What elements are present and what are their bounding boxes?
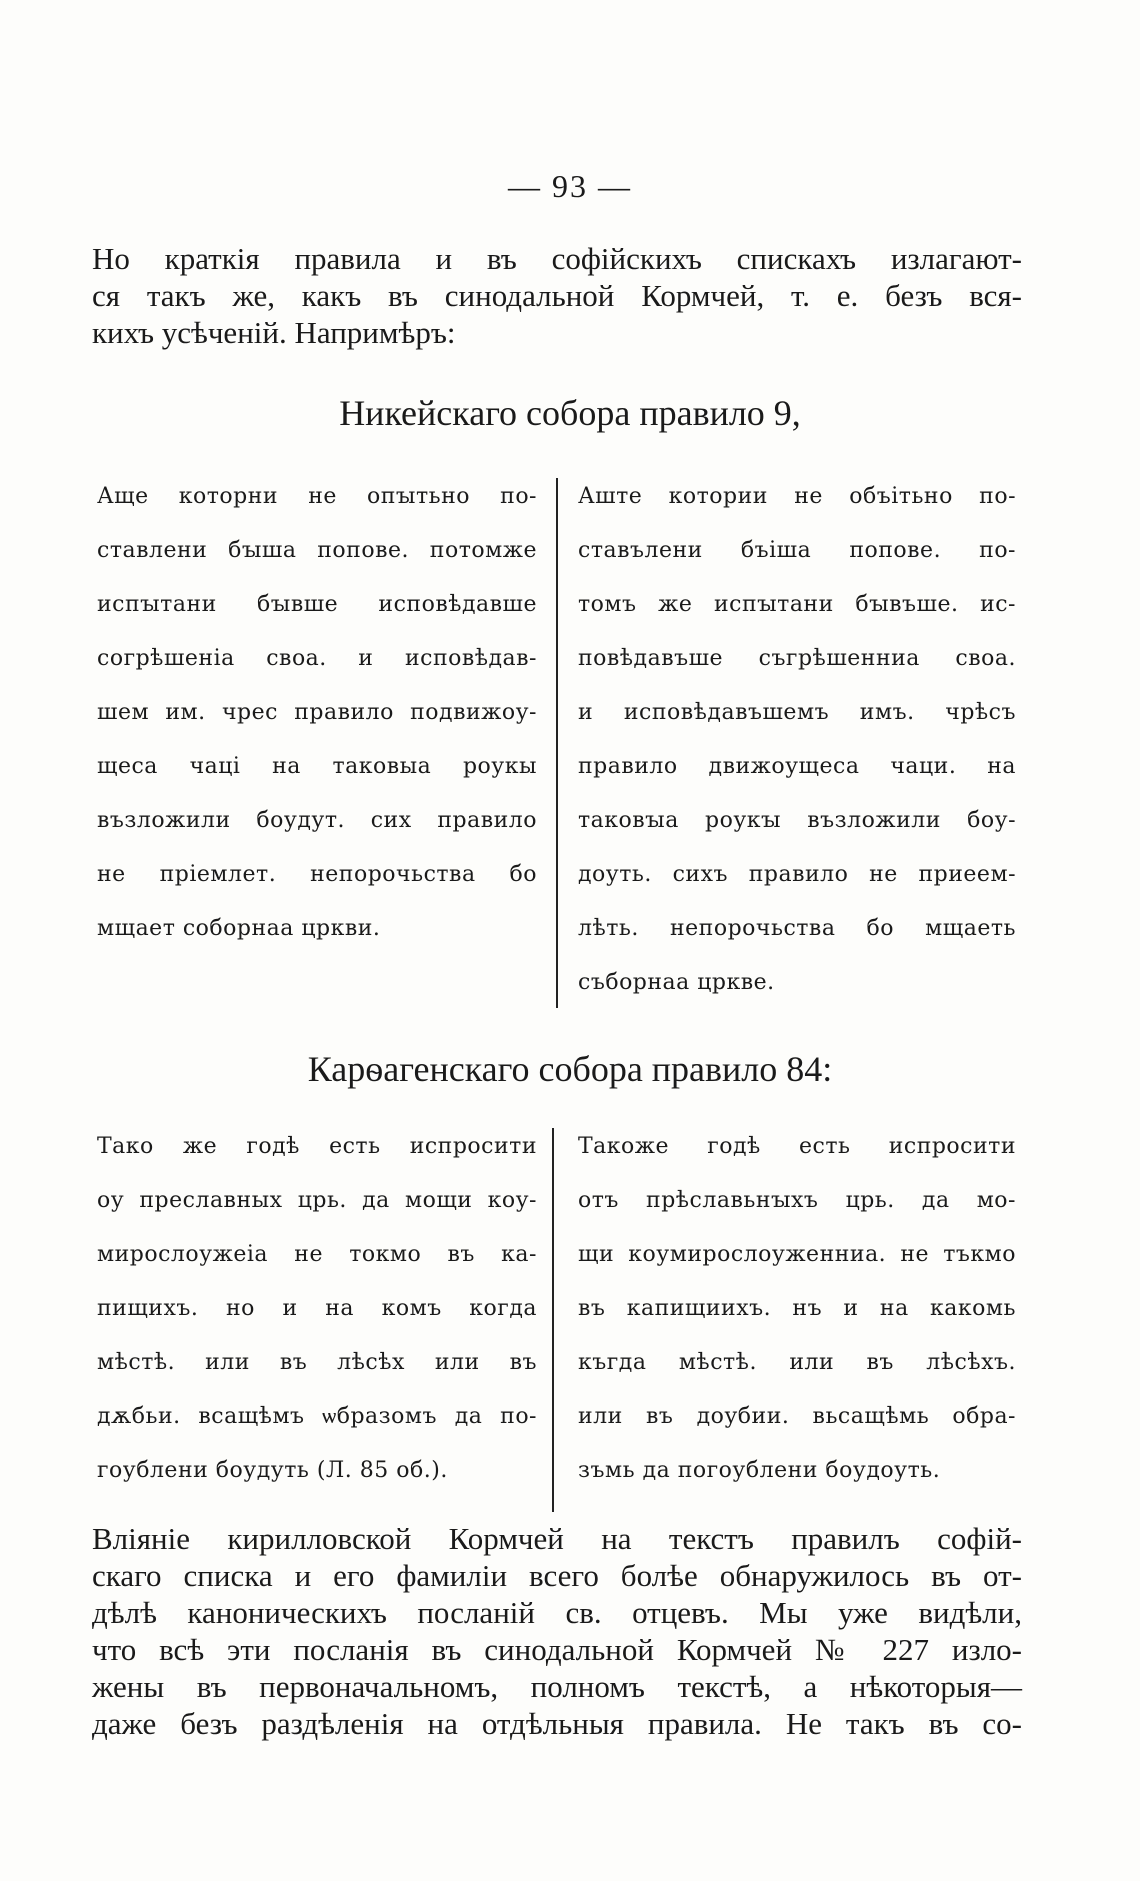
- right-text-line: отъ прѣславьнꙑхъ црь. да мо-: [578, 1188, 1016, 1213]
- section1-right-column: [578, 470, 1016, 1010]
- left-text-line: пищихъ. но и на комъ когда: [97, 1296, 537, 1321]
- closing-line: жены въ первоначальномъ, полномъ текстѣ, а нѣкоторыя—: [92, 1669, 1022, 1704]
- left-text-line: Аще которни не опꙑтьно по-: [97, 484, 537, 509]
- right-text-line: въ капищиихъ. нъ и на какомь: [578, 1296, 1016, 1321]
- right-text-line: или въ доубии. вьсащѣмь обра-: [578, 1404, 1016, 1429]
- closing-line: Вліяніе кирилловской Кормчей на текстъ правилъ софій-: [92, 1521, 1022, 1556]
- intro-paragraph: [92, 240, 1022, 351]
- right-text-line: къгда мѣстѣ. или въ лѣсѣхъ.: [578, 1350, 1016, 1375]
- left-text-line: согрѣшеніа своа. и исповѣдав-: [97, 646, 537, 671]
- intro-line: кихъ усѣченій. Напримѣръ:: [92, 315, 456, 350]
- right-text-line: доуть. сихъ правило не приеем-: [578, 862, 1016, 887]
- right-text-line: Аште котории не объітьно по-: [578, 484, 1016, 509]
- left-text-line: испꙑтани бꙑвше исповѣдавше: [97, 592, 537, 617]
- right-text-line: Такоже годѣ есть испросити: [578, 1134, 1016, 1159]
- section1-left-column: [97, 470, 537, 956]
- left-text-line: Тако же годѣ есть испросити: [97, 1134, 537, 1159]
- section2-left-column: [97, 1120, 537, 1498]
- left-text-line: мѣстѣ. или въ лѣсѣх или въ: [97, 1350, 537, 1375]
- left-text-line: шем им. чрес правило подвижоу-: [97, 700, 537, 725]
- left-text-line: не пріемлет. непорочьства бо: [97, 862, 537, 887]
- closing-line: дѣлѣ каноническихъ посланій св. отцевъ. Мы уже видѣли,: [92, 1595, 1022, 1630]
- left-text-line: мщает соборнаа цркви.: [97, 916, 381, 941]
- section2-heading: Карѳагенскаго собора правило 84:: [307, 1049, 833, 1089]
- column-divider: [552, 1128, 554, 1512]
- right-text-line: съборнаа цркве.: [578, 970, 775, 995]
- page-number: — 93 —: [508, 168, 632, 204]
- column-divider: [556, 478, 558, 1008]
- right-text-line: и исповѣдавъшемъ имъ. чрѣсъ: [578, 700, 1016, 725]
- section2-right-column: [578, 1120, 1016, 1498]
- right-text-line: повѣдавъше съгрѣшенниа своа.: [578, 646, 1016, 671]
- right-text-line: таковꙑа роукꙑ възложили боу-: [578, 808, 1016, 833]
- right-text-line: томъ же испꙑтани бꙑвъше. ис-: [578, 592, 1016, 617]
- left-text-line: дѫбьи. всащѣмъ ѡбразомъ да по-: [97, 1404, 537, 1429]
- closing-line: что всѣ эти посланія въ синодальной Кормчей № 227 изло-: [92, 1632, 1022, 1667]
- right-text-line: правило движоущеса чаци. на: [578, 754, 1016, 779]
- left-text-line: щеса чаці на таковыа роукы: [97, 754, 537, 779]
- right-text-line: ставълени бъіша попове. по-: [578, 538, 1016, 563]
- closing-line: скаго списка и его фамиліи всего болѣе обнаружилось въ от-: [92, 1558, 1022, 1593]
- left-text-line: оу преславных црь. да мощи коу-: [97, 1188, 537, 1213]
- left-text-line: възложили боудут. сих правило: [97, 808, 537, 833]
- right-text-line: лѣть. непорочьства бо мщаеть: [578, 916, 1016, 941]
- right-text-line: зъмь да погоублени боудоуть.: [578, 1458, 941, 1483]
- left-text-line: гоублени боудуть (Л. 85 об.).: [97, 1458, 448, 1483]
- right-text-line: щи коумирослоуженниа. не тъкмо: [578, 1242, 1016, 1267]
- section1-heading: Никейскаго собора правило 9,: [339, 393, 801, 433]
- intro-line: ся такъ же, какъ въ синодальной Кормчей, т. е. безъ вся-: [92, 278, 1022, 313]
- left-text-line: ставлени бꙑша попове. потомже: [97, 538, 537, 563]
- intro-line: Но краткія правила и въ софійскихъ спискахъ излагают-: [92, 241, 1022, 276]
- closing-line: даже безъ раздѣленія на отдѣльныя правила. Не такъ въ со-: [92, 1706, 1022, 1741]
- left-text-line: мирослоужеіа не токмо въ ка-: [97, 1242, 537, 1267]
- closing-paragraph: [92, 1520, 1022, 1742]
